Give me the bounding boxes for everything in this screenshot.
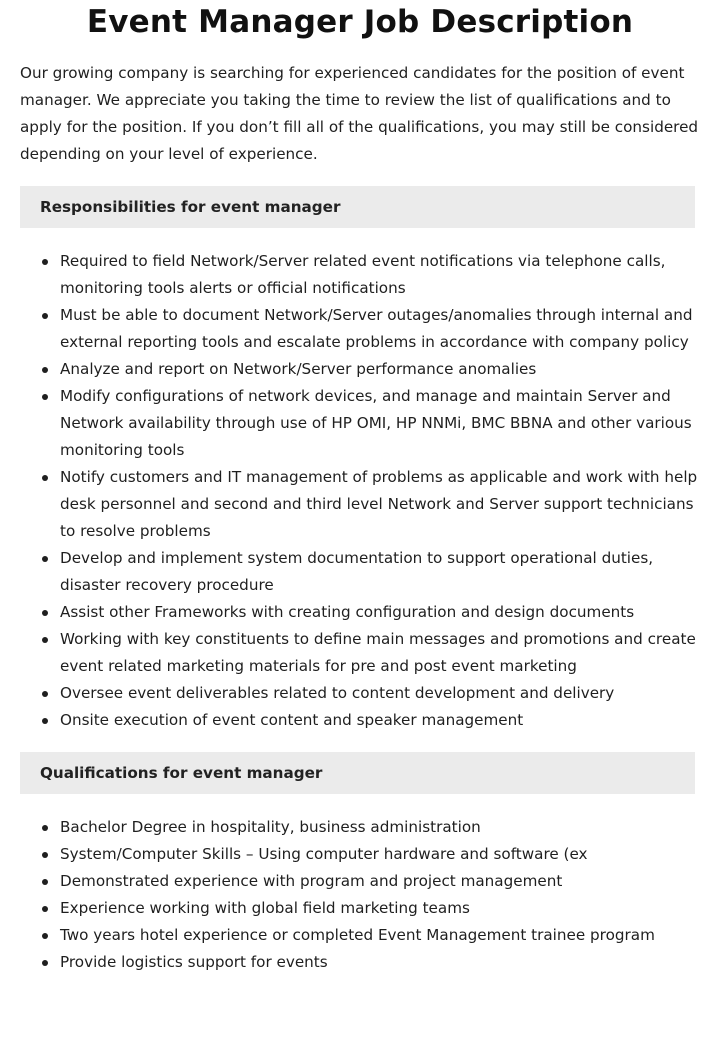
list-item-text: Must be able to document Network/Server outages/anomalies through internal and external reporting tools and escalate problems in accordance with company policy [60,306,693,351]
list-item-text: Two years hotel experience or completed Event Management trainee program [60,926,655,944]
list-item-text: Required to field Network/Server related event notifications via telephone calls, monitoring tools alerts or official notifications [60,252,666,297]
bullet-icon [42,933,48,939]
list-item-text: Notify customers and IT management of problems as applicable and work with help desk personnel and second and third level Network and Server support technicians to resolve problems [60,468,698,540]
list-item [40,949,700,976]
qualifications-heading: Qualifications for event manager [20,752,695,794]
list-item-text: Assist other Frameworks with creating configuration and design documents [60,603,635,621]
list-item [40,464,700,545]
list-item-text: Oversee event deliverables related to content development and delivery [60,684,615,702]
list-item [40,868,700,895]
bullet-icon [42,691,48,697]
list-item [40,680,700,707]
list-item-text: Develop and implement system documentation to support operational duties, disaster recovery procedure [60,549,654,594]
list-item [40,922,700,949]
qualifications-list [40,814,700,976]
list-item-text: Working with key constituents to define main messages and promotions and create event related marketing materials for pre and post event marketing [60,630,696,675]
list-item-text: Analyze and report on Network/Server performance anomalies [60,360,537,378]
bullet-icon [42,960,48,966]
bullet-icon [42,367,48,373]
bullet-icon [42,852,48,858]
bullet-icon [42,610,48,616]
list-item-text: System/Computer Skills – Using computer hardware and software (ex [60,845,588,863]
list-item [40,356,700,383]
bullet-icon [42,556,48,562]
responsibilities-list [40,248,700,734]
list-item [40,841,700,868]
page-title: Event Manager Job Description [86,4,634,40]
list-item-text: Experience working with global field marketing teams [60,899,470,917]
bullet-icon [42,394,48,400]
list-item [40,248,700,302]
bullet-icon [42,259,48,265]
bullet-icon [42,637,48,643]
list-item-text: Bachelor Degree in hospitality, business administration [60,818,481,836]
intro-paragraph: Our growing company is searching for experienced candidates for the position of event manager. We appreciate you taking the time to review the list of qualifications and to apply for the position. If you don’t fill all of the qualifications, you may still be considered depending on your level of experience. [20,64,699,163]
list-item-text: Modify configurations of network devices, and manage and maintain Server and Network availability through use of HP OMI, HP NNMi, BMC BBNA and other various monitoring tools [60,387,692,459]
list-item [40,895,700,922]
list-item-text: Demonstrated experience with program and project management [60,872,563,890]
list-item [40,302,700,356]
list-item [40,707,700,734]
list-item [40,626,700,680]
list-item-text: Onsite execution of event content and speaker management [60,711,524,729]
responsibilities-heading: Responsibilities for event manager [20,186,695,228]
list-item [40,545,700,599]
bullet-icon [42,879,48,885]
bullet-icon [42,906,48,912]
list-item [40,599,700,626]
bullet-icon [42,475,48,481]
bullet-icon [42,718,48,724]
list-item [40,814,700,841]
bullet-icon [42,825,48,831]
list-item [40,383,700,464]
bullet-icon [42,313,48,319]
list-item-text: Provide logistics support for events [60,953,328,971]
